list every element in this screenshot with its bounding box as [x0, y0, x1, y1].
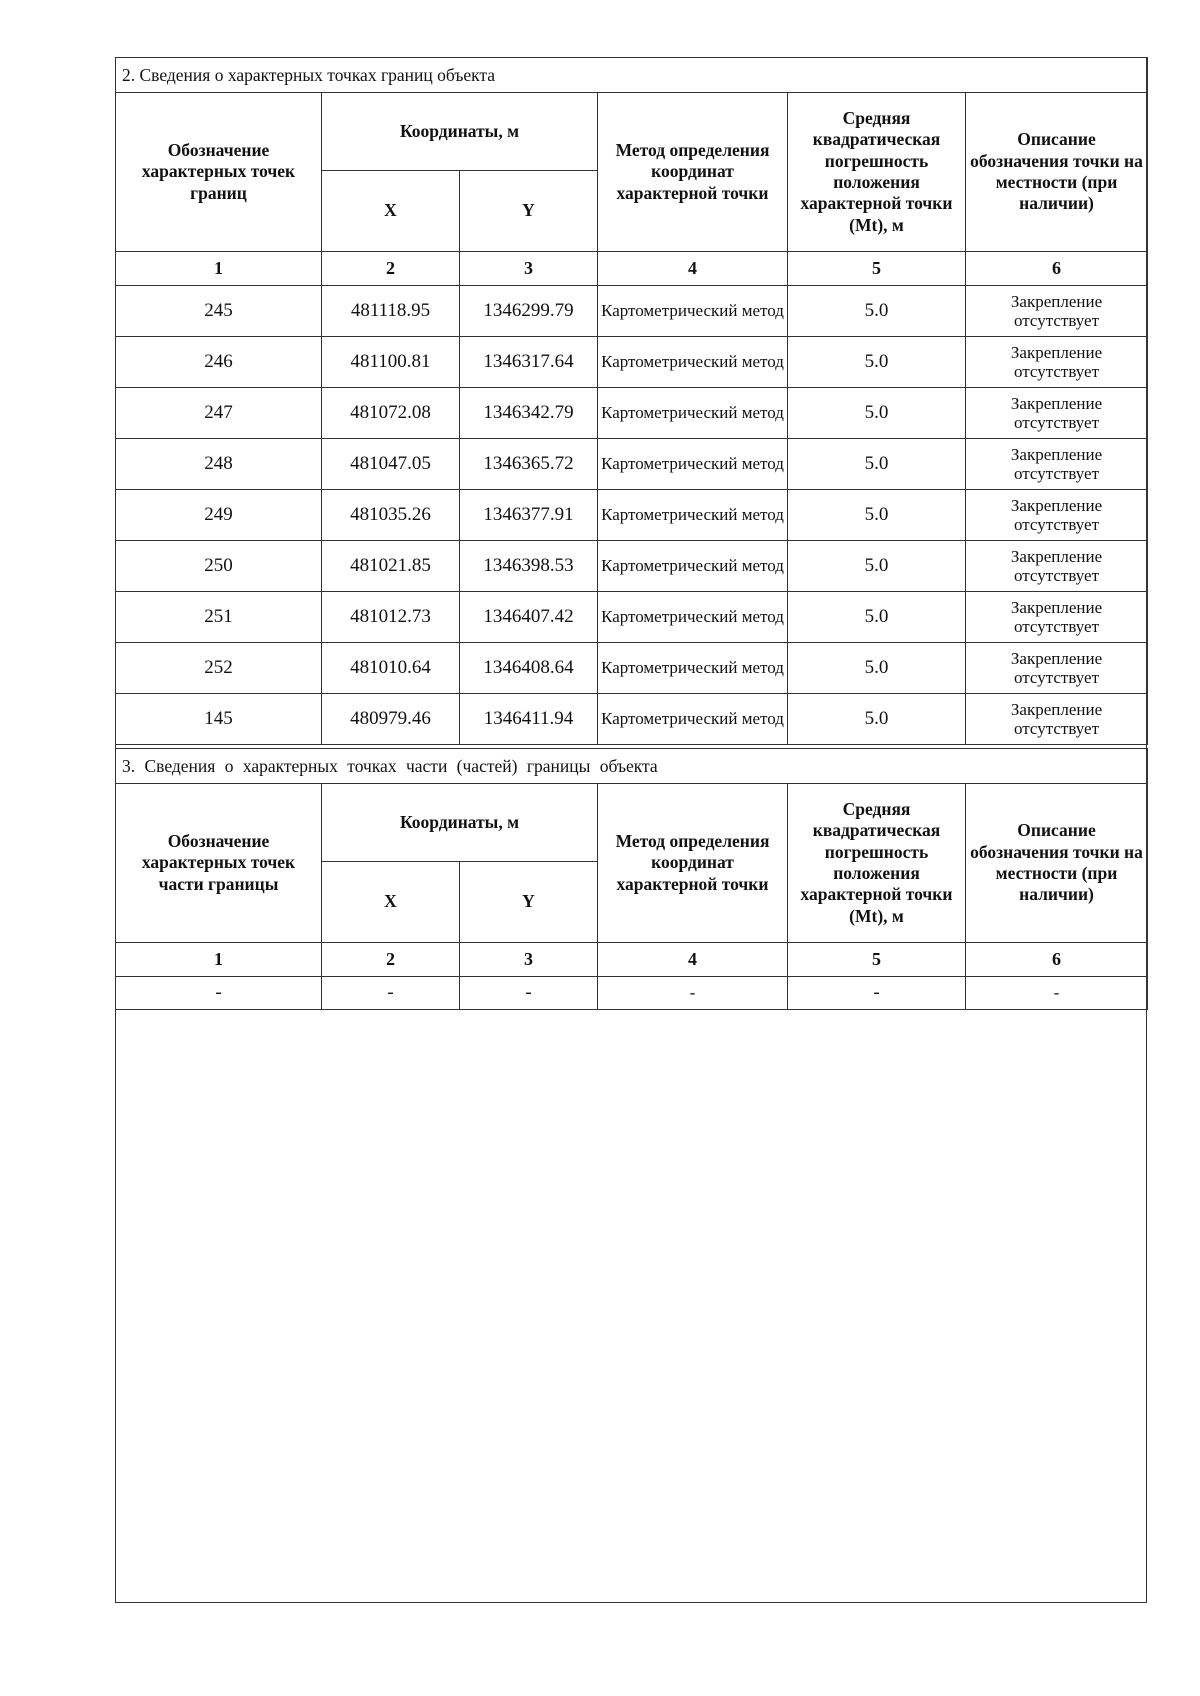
cell-y: 1346411.94	[460, 694, 598, 745]
cell-point: 145	[116, 694, 322, 745]
header-x: X	[322, 862, 460, 943]
cell-x: -	[322, 977, 460, 1010]
cell-x: 481012.73	[322, 592, 460, 643]
section2-title: 2. Сведения о характерных точках границ объекта	[116, 58, 1148, 93]
cell-description: Закрепление отсутствует	[966, 694, 1148, 745]
cell-description: Закрепление отсутствует	[966, 541, 1148, 592]
cell-x: 481100.81	[322, 337, 460, 388]
header-error: Средняя квадратическая погрешность положения характерной точки (Mt), м	[788, 93, 966, 252]
cell-x: 481047.05	[322, 439, 460, 490]
cell-x: 481118.95	[322, 286, 460, 337]
cell-point: 249	[116, 490, 322, 541]
cell-mt: 5.0	[788, 439, 966, 490]
cell-method: Картометрический метод	[598, 490, 788, 541]
cell-x: 480979.46	[322, 694, 460, 745]
cell-method: Картометрический метод	[598, 439, 788, 490]
cell-description: Закрепление отсутствует	[966, 388, 1148, 439]
column-number: 6	[966, 943, 1148, 977]
cell-method: Картометрический метод	[598, 541, 788, 592]
column-number: 3	[460, 943, 598, 977]
section2-table	[115, 57, 1148, 745]
cell-point: 246	[116, 337, 322, 388]
cell-method: Картометрический метод	[598, 694, 788, 745]
cell-x: 481072.08	[322, 388, 460, 439]
header-error: Средняя квадратическая погрешность положения характерной точки (Mt), м	[788, 784, 966, 943]
section3-table	[115, 748, 1148, 1010]
cell-y: 1346342.79	[460, 388, 598, 439]
cell-mt: 5.0	[788, 643, 966, 694]
cell-description: Закрепление отсутствует	[966, 643, 1148, 694]
cell-y: 1346408.64	[460, 643, 598, 694]
header-x: X	[322, 171, 460, 252]
column-number: 6	[966, 252, 1148, 286]
cell-y: 1346398.53	[460, 541, 598, 592]
cell-point: 248	[116, 439, 322, 490]
header-y: Y	[460, 171, 598, 252]
cell-y: 1346407.42	[460, 592, 598, 643]
cell-mt: 5.0	[788, 541, 966, 592]
column-number: 5	[788, 943, 966, 977]
column-number: 4	[598, 252, 788, 286]
cell-method: Картометрический метод	[598, 286, 788, 337]
column-number: 4	[598, 943, 788, 977]
cell-method: Картометрический метод	[598, 388, 788, 439]
header-description: Описание обозначения точки на местности (при наличии)	[966, 784, 1148, 943]
header-designation: Обозначение характерных точек границ	[116, 93, 322, 252]
table-row	[116, 643, 1148, 694]
column-number: 2	[322, 943, 460, 977]
cell-description: Закрепление отсутствует	[966, 592, 1148, 643]
cell-description: Закрепление отсутствует	[966, 439, 1148, 490]
cell-y: 1346365.72	[460, 439, 598, 490]
table-row	[116, 337, 1148, 388]
column-number: 3	[460, 252, 598, 286]
header-method: Метод определения координат характерной точки	[598, 784, 788, 943]
cell-point: 252	[116, 643, 322, 694]
cell-mt: 5.0	[788, 388, 966, 439]
cell-x: 481021.85	[322, 541, 460, 592]
cell-mt: 5.0	[788, 337, 966, 388]
cell-y: 1346317.64	[460, 337, 598, 388]
cell-y: 1346299.79	[460, 286, 598, 337]
cell-mt: 5.0	[788, 592, 966, 643]
table-row	[116, 388, 1148, 439]
header-description: Описание обозначения точки на местности (при наличии)	[966, 93, 1148, 252]
cell-description: Закрепление отсутствует	[966, 286, 1148, 337]
cell-mt: 5.0	[788, 694, 966, 745]
cell-y: 1346377.91	[460, 490, 598, 541]
column-number: 2	[322, 252, 460, 286]
column-number: 5	[788, 252, 966, 286]
header-designation: Обозначение характерных точек части границы	[116, 784, 322, 943]
cell-method: Картометрический метод	[598, 643, 788, 694]
table-row	[116, 490, 1148, 541]
cell-x: 481035.26	[322, 490, 460, 541]
header-method: Метод определения координат характерной точки	[598, 93, 788, 252]
cell-point: 251	[116, 592, 322, 643]
cell-point: 250	[116, 541, 322, 592]
cell-method: Картометрический метод	[598, 337, 788, 388]
table-row	[116, 541, 1148, 592]
cell-point: -	[116, 977, 322, 1010]
table-row	[116, 694, 1148, 745]
cell-mt: 5.0	[788, 286, 966, 337]
column-number: 1	[116, 943, 322, 977]
header-y: Y	[460, 862, 598, 943]
cell-description: Закрепление отсутствует	[966, 490, 1148, 541]
cell-y: -	[460, 977, 598, 1010]
cell-description: -	[966, 977, 1148, 1010]
cell-description: Закрепление отсутствует	[966, 337, 1148, 388]
table-row	[116, 977, 1148, 1010]
table-row	[116, 439, 1148, 490]
cell-mt: -	[788, 977, 966, 1010]
cell-x: 481010.64	[322, 643, 460, 694]
cell-point: 247	[116, 388, 322, 439]
column-number: 1	[116, 252, 322, 286]
table-row	[116, 286, 1148, 337]
header-coordinates: Координаты, м	[322, 784, 598, 862]
cell-method: -	[598, 977, 788, 1010]
header-coordinates: Координаты, м	[322, 93, 598, 171]
cell-method: Картометрический метод	[598, 592, 788, 643]
section3-title: 3. Сведения о характерных точках части (частей) границы объекта	[116, 749, 1148, 784]
cell-mt: 5.0	[788, 490, 966, 541]
cell-point: 245	[116, 286, 322, 337]
table-row	[116, 592, 1148, 643]
